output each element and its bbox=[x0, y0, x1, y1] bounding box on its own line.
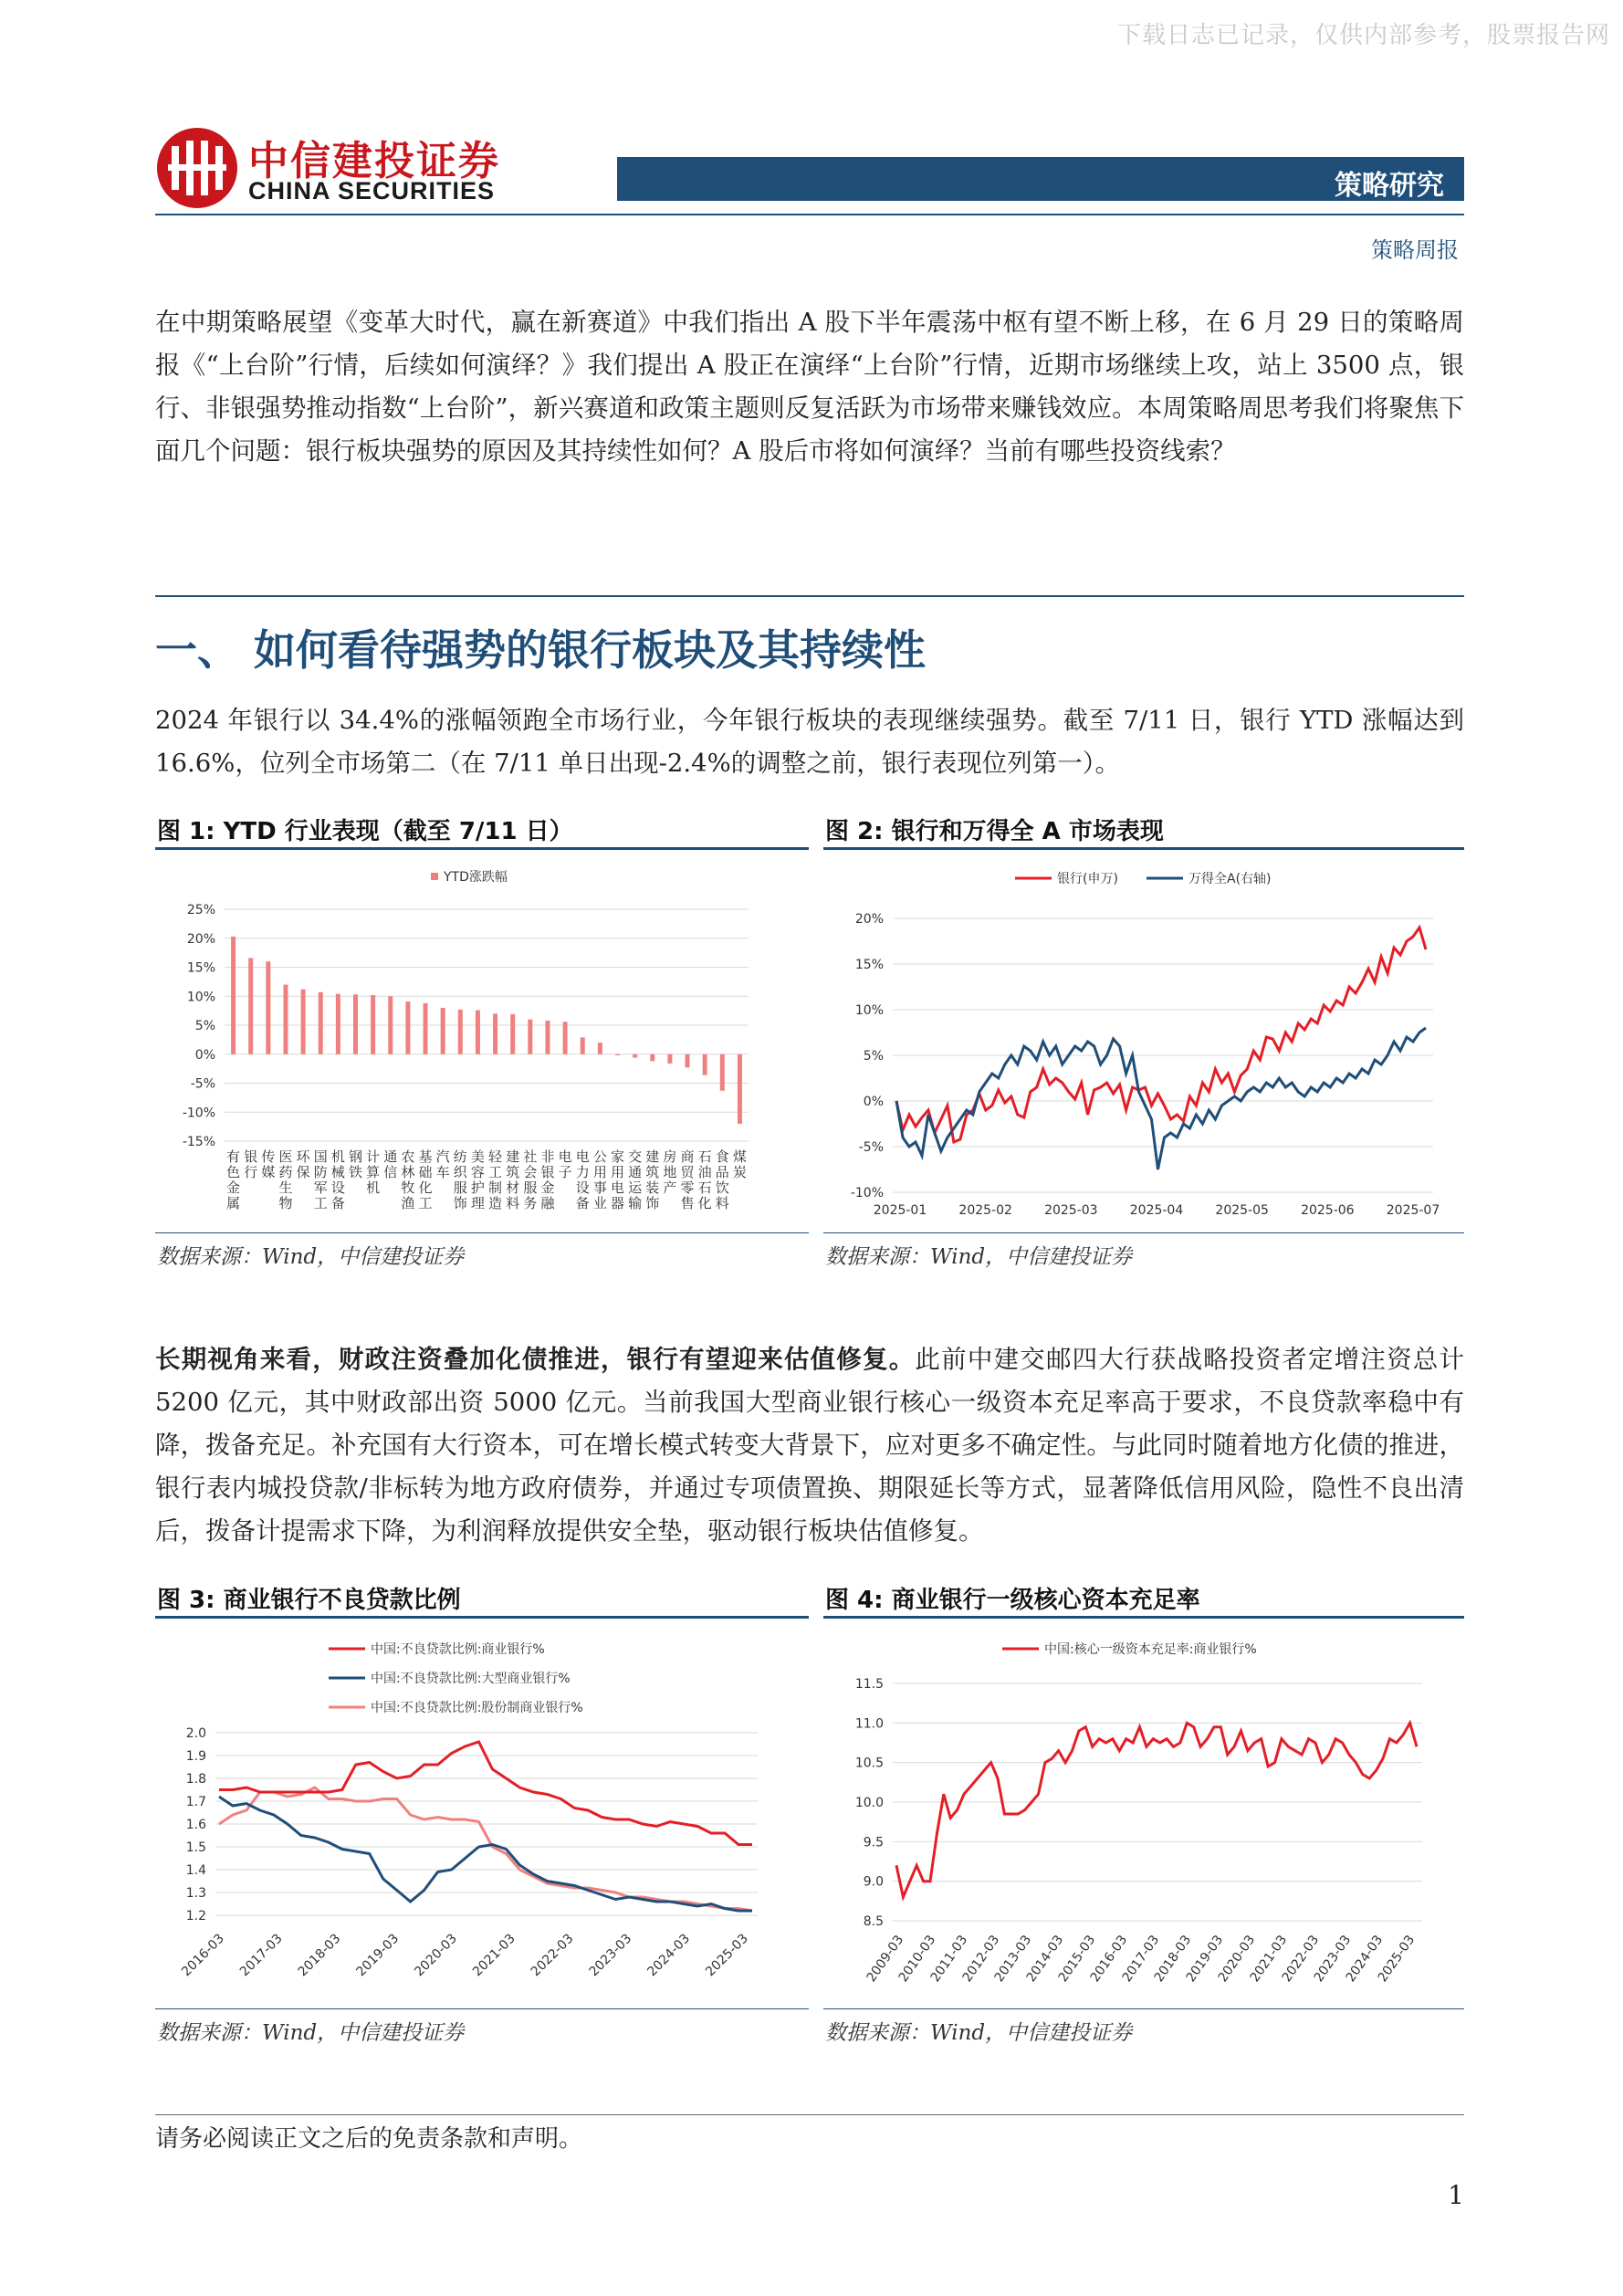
figure-4-bottom-rule bbox=[823, 2008, 1464, 2009]
fig1-x-label: 石 bbox=[697, 1179, 712, 1196]
fig1-x-label: 子 bbox=[558, 1164, 572, 1180]
fig2-x-tick: 2025-06 bbox=[1301, 1203, 1355, 1218]
fig1-x-label: 家 bbox=[610, 1148, 625, 1165]
fig1-y-tick: -15% bbox=[182, 1135, 215, 1149]
fig4-x-tick: 2010-03 bbox=[895, 1933, 939, 1986]
figure-4-source: 数据来源：Wind，中信建投证券 bbox=[825, 2021, 1133, 2045]
fig1-x-label: 物 bbox=[278, 1195, 293, 1211]
figure-4-rule bbox=[823, 1616, 1464, 1619]
fig1-bar bbox=[738, 1054, 742, 1124]
figure-1-title: 图 1: YTD 行业表现（截至 7/11 日） bbox=[157, 818, 573, 845]
fig1-x-label: 车 bbox=[435, 1164, 450, 1180]
fig1-x-label: 有 bbox=[226, 1148, 241, 1165]
fig1-x-label: 运 bbox=[628, 1179, 643, 1196]
fig1-x-label: 公 bbox=[592, 1148, 607, 1165]
fig1-x-label: 金 bbox=[226, 1179, 241, 1196]
fig4-x-tick: 2020-03 bbox=[1215, 1933, 1259, 1986]
fig4-x-tick: 2014-03 bbox=[1023, 1933, 1067, 1986]
fig2-legend-bank: 银行(申万) bbox=[1057, 872, 1118, 886]
fig1-bar bbox=[703, 1054, 707, 1075]
fig1-x-label: 设 bbox=[575, 1179, 590, 1196]
fig1-x-label: 设 bbox=[330, 1179, 345, 1196]
fig2-x-tick: 2025-04 bbox=[1129, 1203, 1184, 1218]
fig1-x-label: 建 bbox=[506, 1148, 520, 1165]
fig1-bar bbox=[545, 1021, 550, 1054]
fig1-x-label: 纺 bbox=[453, 1148, 467, 1165]
fig1-x-label: 备 bbox=[575, 1195, 590, 1211]
fig3-y-tick: 1.4 bbox=[185, 1863, 206, 1878]
fig1-x-label: 属 bbox=[226, 1195, 241, 1211]
fig1-x-label: 贸 bbox=[680, 1164, 695, 1180]
fig1-x-label: 品 bbox=[715, 1164, 729, 1180]
fig4-x-tick: 2013-03 bbox=[991, 1933, 1035, 1986]
fig1-x-label: 护 bbox=[470, 1179, 485, 1196]
fig1-bar bbox=[615, 1054, 620, 1055]
header-bar bbox=[617, 157, 1464, 201]
fig1-x-label: 传 bbox=[261, 1148, 276, 1165]
figure-2-chart bbox=[823, 851, 1464, 1234]
footer-rule bbox=[155, 2114, 1464, 2115]
fig2-y-tick: 20% bbox=[854, 912, 884, 927]
fig1-x-label: 饰 bbox=[645, 1195, 660, 1211]
fig1-x-label: 料 bbox=[506, 1195, 520, 1211]
fig3-legend-large: 中国:不良贷款比例:大型商业银行% bbox=[371, 1672, 571, 1686]
fig3-x-tick: 2021-03 bbox=[470, 1931, 518, 1980]
brand-name-cn: 中信建投证券 bbox=[248, 138, 500, 184]
fig1-x-label: 融 bbox=[540, 1195, 555, 1211]
fig4-y-tick: 10.5 bbox=[854, 1756, 884, 1771]
fig1-x-label: 医 bbox=[278, 1148, 293, 1165]
fig4-x-tick: 2009-03 bbox=[864, 1933, 907, 1986]
section-paragraph-1: 2024 年银行以 34.4%的涨幅领跑全市场行业，今年银行板块的表现继续强势。截至 7/11 日，银行 YTD 涨幅达到 16.6%，位列全市场第二（在 7/11 单日出现-2.4%的调整之前，银行表现位列第一）。 bbox=[155, 706, 1464, 778]
fig1-x-label: 础 bbox=[418, 1164, 433, 1180]
fig1-x-label: 煤 bbox=[732, 1148, 747, 1165]
fig3-y-tick: 1.2 bbox=[185, 1909, 206, 1924]
figure-2-source: 数据来源：Wind，中信建投证券 bbox=[825, 1245, 1133, 1269]
fig4-x-tick: 2011-03 bbox=[927, 1933, 971, 1986]
fig1-bar bbox=[371, 995, 375, 1054]
fig2-legend-wind: 万得全A(右轴) bbox=[1188, 872, 1272, 886]
fig1-y-tick: 5% bbox=[194, 1019, 215, 1033]
fig1-x-label: 基 bbox=[418, 1148, 433, 1165]
fig1-x-label: 环 bbox=[296, 1148, 310, 1165]
fig1-bar bbox=[336, 994, 340, 1054]
fig3-y-tick: 1.9 bbox=[185, 1749, 206, 1764]
fig1-bar bbox=[248, 958, 253, 1054]
fig1-x-label: 材 bbox=[506, 1179, 520, 1196]
fig1-x-label: 产 bbox=[663, 1179, 677, 1196]
fig1-x-label: 备 bbox=[330, 1195, 345, 1211]
fig3-x-tick: 2016-03 bbox=[179, 1931, 227, 1980]
fig1-bar bbox=[353, 994, 358, 1054]
fig1-bar bbox=[528, 1020, 532, 1054]
fig1-legend-label: YTD涨跌幅 bbox=[444, 870, 508, 885]
fig1-bar bbox=[510, 1014, 515, 1054]
fig1-x-label: 售 bbox=[680, 1195, 695, 1211]
fig1-x-label: 算 bbox=[366, 1164, 381, 1180]
fig3-x-tick: 2023-03 bbox=[586, 1931, 635, 1980]
fig2-x-tick: 2025-05 bbox=[1215, 1203, 1269, 1218]
fig1-x-label: 食 bbox=[715, 1148, 729, 1165]
fig1-x-label: 媒 bbox=[261, 1164, 276, 1180]
figure-1-bottom-rule bbox=[155, 1232, 809, 1233]
fig4-x-tick: 2025-03 bbox=[1375, 1933, 1419, 1986]
fig1-x-label: 石 bbox=[697, 1148, 712, 1165]
fig1-x-label: 工 bbox=[488, 1164, 503, 1180]
fig1-x-label: 地 bbox=[663, 1164, 677, 1180]
fig1-bar bbox=[720, 1054, 725, 1091]
fig1-bar bbox=[388, 996, 393, 1054]
fig1-x-label: 通 bbox=[628, 1164, 643, 1180]
fig1-x-label: 会 bbox=[523, 1164, 538, 1180]
fig1-bar bbox=[405, 1001, 410, 1054]
fig1-x-label: 保 bbox=[296, 1164, 310, 1180]
fig1-bar bbox=[424, 1003, 428, 1054]
fig1-bar bbox=[476, 1010, 480, 1054]
fig4-series-line bbox=[896, 1723, 1417, 1897]
fig1-x-label: 钢 bbox=[348, 1148, 363, 1165]
fig1-x-label: 力 bbox=[575, 1164, 590, 1180]
fig1-x-label: 事 bbox=[592, 1179, 607, 1196]
figure-2-rule bbox=[823, 847, 1464, 850]
fig2-y-tick: -10% bbox=[850, 1186, 884, 1200]
fig3-x-tick: 2019-03 bbox=[353, 1931, 403, 1980]
fig1-bar bbox=[581, 1037, 585, 1054]
fig1-legend-swatch bbox=[431, 873, 438, 880]
fig4-y-tick: 10.0 bbox=[854, 1796, 884, 1810]
fig3-x-tick: 2024-03 bbox=[644, 1931, 694, 1980]
fig4-x-tick: 2012-03 bbox=[959, 1933, 1003, 1986]
fig3-legend-commercial: 中国:不良贷款比例:商业银行% bbox=[371, 1642, 545, 1657]
fig2-y-tick: 0% bbox=[863, 1095, 884, 1109]
brand-logo-icon bbox=[155, 126, 239, 210]
fig1-x-label: 油 bbox=[697, 1164, 712, 1180]
fig1-x-label: 输 bbox=[628, 1195, 643, 1211]
figure-3-title: 图 3: 商业银行不良贷款比例 bbox=[157, 1587, 461, 1614]
fig1-bar bbox=[563, 1022, 568, 1054]
fig2-x-tick: 2025-03 bbox=[1044, 1203, 1098, 1218]
fig1-x-label: 国 bbox=[313, 1148, 328, 1165]
fig1-x-label: 金 bbox=[540, 1179, 555, 1196]
fig1-x-label: 交 bbox=[628, 1148, 643, 1165]
fig1-x-label: 饮 bbox=[715, 1179, 729, 1196]
fig1-x-label: 行 bbox=[244, 1164, 258, 1180]
fig1-x-label: 务 bbox=[523, 1195, 538, 1211]
fig1-bar bbox=[231, 937, 236, 1054]
fig1-y-tick: 20% bbox=[186, 931, 215, 947]
fig1-x-label: 美 bbox=[470, 1148, 485, 1165]
fig1-x-label: 业 bbox=[592, 1195, 607, 1211]
disclaimer-note: 请务必阅读正文之后的免责条款和声明。 bbox=[155, 2125, 583, 2153]
fig1-x-label: 色 bbox=[226, 1164, 241, 1180]
figure-2-title: 图 2: 银行和万得全 A 市场表现 bbox=[825, 818, 1164, 845]
fig4-y-tick: 11.0 bbox=[854, 1716, 884, 1732]
fig3-x-tick: 2017-03 bbox=[236, 1931, 286, 1980]
fig3-x-tick: 2018-03 bbox=[295, 1931, 344, 1980]
fig1-x-label: 服 bbox=[453, 1179, 467, 1196]
fig4-x-tick: 2015-03 bbox=[1055, 1933, 1099, 1986]
fig1-bar bbox=[319, 992, 323, 1054]
fig1-x-label: 机 bbox=[366, 1179, 381, 1196]
fig1-bar bbox=[441, 1008, 445, 1054]
figure-1-chart bbox=[155, 851, 809, 1234]
fig1-x-label: 农 bbox=[401, 1148, 415, 1165]
fig4-x-tick: 2022-03 bbox=[1279, 1933, 1323, 1986]
fig2-y-tick: -5% bbox=[858, 1140, 884, 1155]
fig1-y-tick: 0% bbox=[194, 1047, 215, 1063]
fig2-x-tick: 2025-01 bbox=[873, 1203, 927, 1218]
figure-3-source: 数据来源：Wind，中信建投证券 bbox=[157, 2021, 465, 2045]
watermark-text: 下载日志已记录，仅供内部参考，股票报告网 bbox=[1116, 22, 1610, 49]
fig1-x-label: 渔 bbox=[401, 1195, 415, 1211]
fig3-x-tick: 2022-03 bbox=[528, 1931, 577, 1980]
figure-1-source: 数据来源：Wind，中信建投证券 bbox=[157, 1245, 465, 1269]
fig1-bar bbox=[458, 1010, 463, 1054]
paragraph-2-lead: 长期视角来看，财政注资叠加化债推进，银行有望迎来估值修复。 bbox=[155, 1345, 916, 1374]
fig1-x-label: 机 bbox=[330, 1148, 345, 1165]
fig2-y-tick: 5% bbox=[863, 1049, 884, 1064]
fig1-x-label: 防 bbox=[313, 1164, 328, 1180]
fig3-y-tick: 1.7 bbox=[185, 1795, 206, 1809]
fig1-x-label: 造 bbox=[488, 1195, 503, 1211]
fig1-x-label: 铁 bbox=[348, 1164, 363, 1180]
fig1-x-label: 信 bbox=[383, 1164, 398, 1180]
fig1-bar bbox=[686, 1054, 690, 1068]
fig2-y-tick: 10% bbox=[854, 1003, 884, 1018]
fig2-x-tick: 2025-07 bbox=[1386, 1203, 1440, 1218]
figure-3-chart bbox=[155, 1620, 809, 2012]
fig3-x-tick: 2025-03 bbox=[703, 1931, 751, 1980]
fig3-y-tick: 1.8 bbox=[185, 1772, 206, 1787]
fig1-x-label: 零 bbox=[680, 1179, 695, 1196]
fig1-x-label: 电 bbox=[610, 1179, 625, 1196]
fig1-x-label: 通 bbox=[383, 1148, 398, 1165]
fig1-x-label: 轻 bbox=[488, 1148, 503, 1165]
fig1-x-label: 化 bbox=[697, 1195, 712, 1211]
fig1-x-label: 工 bbox=[313, 1195, 328, 1211]
fig1-x-label: 炭 bbox=[732, 1164, 747, 1180]
brand-name-en: CHINA SECURITIES bbox=[248, 177, 496, 204]
fig1-x-label: 银 bbox=[540, 1164, 555, 1180]
fig2-series-bank-line bbox=[896, 928, 1426, 1142]
fig1-x-label: 料 bbox=[715, 1195, 729, 1211]
fig3-x-tick: 2020-03 bbox=[412, 1931, 460, 1980]
fig3-series-large-line bbox=[219, 1797, 752, 1911]
fig1-x-label: 电 bbox=[575, 1148, 590, 1165]
fig1-x-label: 理 bbox=[470, 1195, 485, 1211]
fig1-x-label: 银 bbox=[244, 1148, 258, 1165]
fig1-x-label: 用 bbox=[610, 1164, 625, 1180]
fig4-legend-label: 中国:核心一级资本充足率:商业银行% bbox=[1044, 1642, 1257, 1657]
fig4-y-tick: 8.5 bbox=[863, 1914, 884, 1929]
fig1-x-label: 容 bbox=[470, 1164, 485, 1180]
fig4-x-tick: 2017-03 bbox=[1119, 1933, 1163, 1986]
fig1-x-label: 商 bbox=[680, 1148, 695, 1165]
fig1-x-label: 制 bbox=[488, 1179, 503, 1196]
fig1-x-label: 社 bbox=[523, 1148, 538, 1165]
report-type-tag: 策略研究 bbox=[1335, 170, 1444, 202]
fig1-bar bbox=[493, 1013, 497, 1054]
fig1-y-tick: -10% bbox=[182, 1106, 215, 1121]
fig1-x-label: 饰 bbox=[453, 1195, 467, 1211]
fig1-x-label: 筑 bbox=[506, 1164, 520, 1180]
fig1-x-label: 械 bbox=[330, 1164, 345, 1180]
fig2-x-tick: 2025-02 bbox=[958, 1203, 1012, 1218]
fig1-bar bbox=[283, 985, 288, 1054]
fig1-x-label: 装 bbox=[645, 1179, 660, 1196]
fig3-y-tick: 1.3 bbox=[185, 1886, 206, 1901]
fig1-x-label: 织 bbox=[453, 1164, 467, 1180]
figure-1-rule bbox=[155, 847, 809, 850]
fig1-y-tick: -5% bbox=[190, 1076, 215, 1092]
fig1-x-label: 汽 bbox=[435, 1148, 450, 1165]
section-title: 一、 如何看待强势的银行板块及其持续性 bbox=[155, 625, 927, 675]
fig1-x-label: 用 bbox=[592, 1164, 607, 1180]
fig3-y-tick: 1.6 bbox=[185, 1818, 206, 1832]
fig1-x-label: 计 bbox=[366, 1148, 381, 1165]
fig1-x-label: 药 bbox=[278, 1164, 293, 1180]
fig3-legend-joint: 中国:不良贷款比例:股份制商业银行% bbox=[371, 1701, 583, 1715]
report-subtype-tag: 策略周报 bbox=[1371, 237, 1459, 263]
paragraph-2-body: 此前中建交邮四大行获战略投资者定增注资总计 5200 亿元，其中财政部出资 5000 亿元。当前我国大型商业银行核心一级资本充足率高于要求，不良贷款率稳中有降，拨备充足。补充国有大行资本，可在增长模式转变大背景下，应对更多不确定性。与此同时随着地方化债的推进，银行表内城投贷款/非标转为地方政府债券，并通过专项债置换、期限延长等方式，显著降低信用风险，隐性不良出清后，拨备计提需求下降，为利润释放提供安全垫，驱动银行板块估值修复。 bbox=[155, 1345, 1465, 1546]
fig1-bar bbox=[266, 961, 270, 1054]
fig1-x-label: 电 bbox=[558, 1148, 572, 1165]
fig1-x-label: 筑 bbox=[645, 1164, 660, 1180]
fig1-x-label: 工 bbox=[418, 1195, 433, 1211]
fig1-bar bbox=[633, 1054, 637, 1058]
fig4-x-tick: 2019-03 bbox=[1183, 1933, 1227, 1986]
fig4-y-tick: 9.0 bbox=[863, 1874, 884, 1890]
figure-3-rule bbox=[155, 1616, 809, 1619]
fig1-y-tick: 15% bbox=[186, 960, 215, 976]
fig3-y-tick: 1.5 bbox=[185, 1840, 206, 1855]
figure-2-bottom-rule bbox=[823, 1232, 1464, 1233]
figure-4-title: 图 4: 商业银行一级核心资本充足率 bbox=[825, 1587, 1200, 1614]
fig1-x-label: 牧 bbox=[401, 1179, 415, 1196]
fig1-x-label: 房 bbox=[663, 1148, 677, 1165]
fig4-x-tick: 2018-03 bbox=[1151, 1933, 1195, 1986]
fig1-x-label: 生 bbox=[278, 1179, 293, 1196]
fig1-bar bbox=[667, 1054, 672, 1064]
intro-paragraph: 在中期策略展望《变革大时代，赢在新赛道》中我们指出 A 股下半年震荡中枢有望不断上移，在 6 月 29 日的策略周报《“上台阶”行情，后续如何演绎？》我们提出 A 股正在演绎“上台阶”行情，近期市场继续上攻，站上 3500 点，银行、非银强势推动指数“上台阶”，新兴赛道和政策主题则反复活跃为市场带来赚钱效应。本周策略周思考我们将聚焦下面几个问题：银行板块强势的原因及其持续性如何？A 股后市将如何演绎？当前有哪些投资线索？ bbox=[155, 308, 1464, 466]
fig1-bar bbox=[650, 1054, 654, 1062]
fig1-x-label: 非 bbox=[540, 1148, 555, 1165]
header-rule bbox=[155, 214, 1464, 215]
fig2-y-tick: 15% bbox=[854, 958, 884, 972]
figure-3-bottom-rule bbox=[155, 2008, 809, 2009]
fig1-x-label: 林 bbox=[401, 1164, 415, 1180]
fig1-x-label: 军 bbox=[313, 1179, 328, 1196]
fig1-x-label: 化 bbox=[418, 1179, 433, 1196]
fig1-bar bbox=[598, 1043, 602, 1054]
fig4-y-tick: 11.5 bbox=[854, 1677, 884, 1692]
fig1-x-label: 建 bbox=[645, 1148, 660, 1165]
section-rule bbox=[155, 595, 1464, 597]
fig1-y-tick: 25% bbox=[186, 903, 215, 917]
fig4-x-tick: 2024-03 bbox=[1343, 1933, 1387, 1986]
fig4-y-tick: 9.5 bbox=[863, 1835, 884, 1850]
figure-4-chart bbox=[823, 1620, 1464, 2012]
fig4-x-tick: 2021-03 bbox=[1247, 1933, 1291, 1986]
fig4-x-tick: 2023-03 bbox=[1311, 1933, 1355, 1986]
fig1-bar bbox=[301, 990, 306, 1054]
fig3-series-commercial-line bbox=[219, 1742, 752, 1845]
fig1-x-label: 器 bbox=[610, 1195, 625, 1211]
fig3-y-tick: 2.0 bbox=[185, 1726, 206, 1741]
fig1-y-tick: 10% bbox=[186, 990, 215, 1005]
section-paragraph-2 bbox=[155, 1338, 1464, 1553]
page-number: 1 bbox=[1448, 2180, 1464, 2210]
fig4-x-tick: 2016-03 bbox=[1087, 1933, 1131, 1986]
fig1-x-label: 服 bbox=[523, 1179, 538, 1196]
